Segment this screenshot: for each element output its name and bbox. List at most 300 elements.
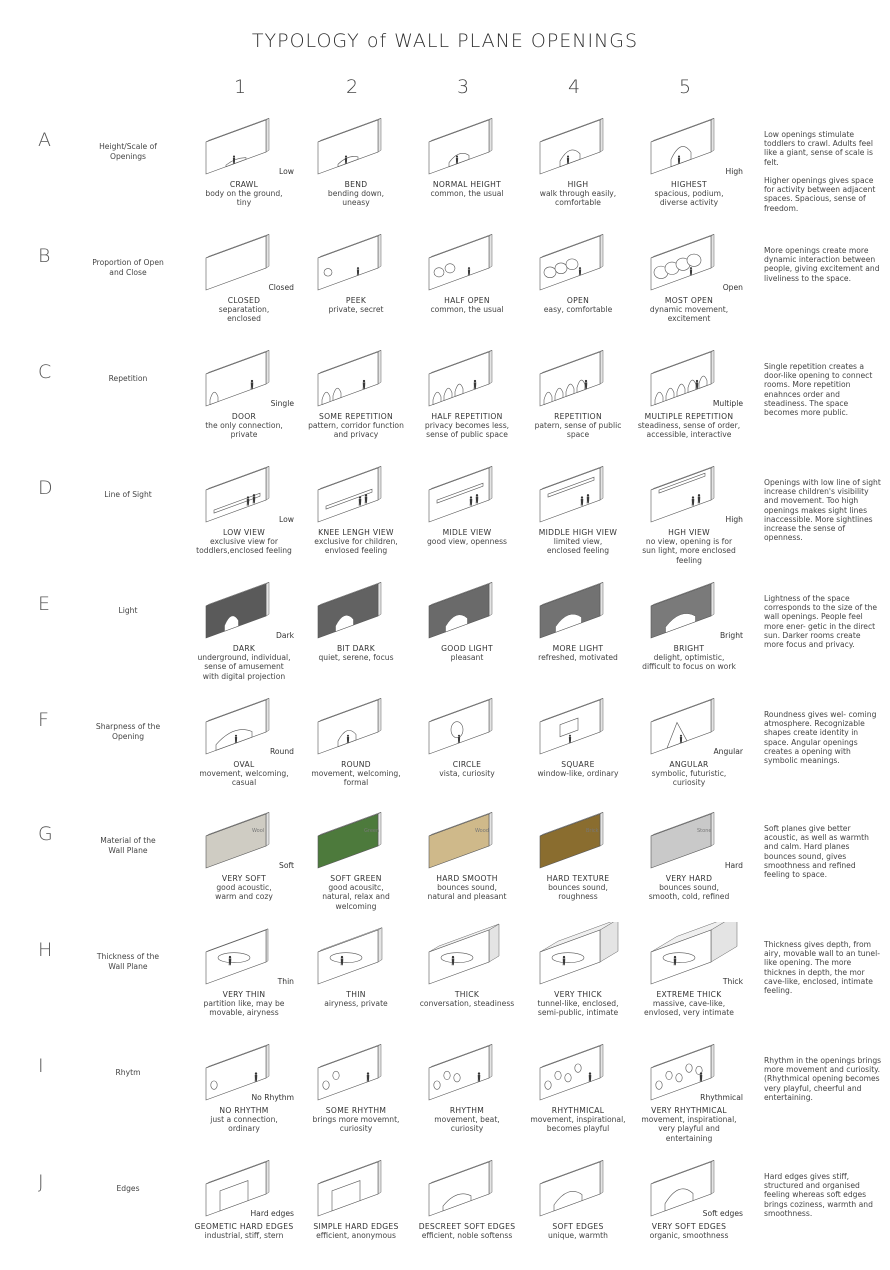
cell-title: BRIGHT: [673, 644, 705, 653]
person-figure: [585, 380, 588, 389]
cell-caption: [631, 644, 747, 672]
wall-plane: [429, 1160, 492, 1216]
cell-description: delight, optimistic, difficult to focus on work: [642, 653, 736, 672]
cell-title: RHYTHMICAL: [551, 1106, 605, 1115]
cell-description: efficient, anonymous: [316, 1231, 396, 1241]
row-letter: F: [38, 709, 49, 731]
row-letter: H: [38, 939, 53, 961]
wall-illustration: [520, 344, 636, 412]
cell-description: good acoustic, warm and cozy: [215, 883, 273, 902]
scale-end-label: Open: [722, 283, 743, 292]
cell-description: steadiness, sense of order, accessible, interactive: [637, 421, 741, 440]
cell-description: pleasant: [450, 653, 484, 663]
wall-plane: [429, 1044, 492, 1100]
row-note: Lightness of the space corresponds to the size of the wall openings. People feel more ener- getic in the direct sun. Darker rooms create more focus and privacy.: [764, 594, 878, 650]
wall-illustration: [298, 922, 414, 990]
scale-end-label: Bright: [719, 631, 743, 640]
row-note: Hard edges gives stiff, structured and organised feeling whereas soft edges brings coziness, warmth and smoothness.: [764, 1172, 873, 1218]
typology-row: [0, 806, 890, 922]
cell-description: good view, openness: [426, 537, 507, 547]
wall-plane: [429, 118, 492, 174]
cell-description: good acousitc, natural, relax and welcoming: [322, 883, 390, 911]
cell-title: SOFT GREEN: [330, 874, 382, 883]
cell-title: OPEN: [566, 296, 590, 305]
typology-cell: [409, 112, 525, 228]
cell-title: GEOMETIC HARD EDGES: [194, 1222, 294, 1231]
person-figure: [468, 267, 470, 275]
wall-illustration: [409, 112, 525, 180]
cell-description: movement, welcoming, casual: [199, 769, 289, 788]
scale-start-label: Dark: [275, 631, 294, 640]
cell-description: vista, curiosity: [439, 769, 495, 779]
person-figure: [674, 956, 677, 965]
typology-row: [0, 576, 890, 692]
wall-plane: [206, 1044, 269, 1100]
cell-title: ANGULAR: [669, 760, 709, 769]
person-figure: [347, 735, 349, 743]
cell-description: no view, opening is for sun light, more enclosed feeling: [642, 537, 736, 565]
cell-caption: [520, 1222, 636, 1240]
typology-cell: [520, 112, 636, 228]
wall-plane: [651, 582, 714, 638]
row-category: Repetition: [108, 374, 148, 383]
scale-end-label: Soft edges: [702, 1209, 743, 1218]
row-letter: D: [38, 477, 53, 499]
wall-illustration: [409, 576, 525, 644]
row-category: Light: [118, 606, 138, 615]
person-figure: [253, 494, 256, 503]
typology-cell: [409, 344, 525, 460]
column-number: 2: [345, 76, 359, 98]
cell-title: SOFT EDGES: [552, 1222, 604, 1231]
cell-title: SOME REPETITION: [319, 412, 393, 421]
cell-description: the only connection, private: [205, 421, 283, 440]
cell-title: HIGH: [567, 180, 589, 189]
cell-caption: [298, 874, 414, 911]
scale-end-label: Thick: [722, 977, 743, 986]
cell-title: BIT DARK: [336, 644, 376, 653]
cell-caption: [631, 412, 747, 440]
cell-caption: [298, 296, 414, 314]
wall-illustration: [409, 922, 525, 990]
row-note: Low openings stimulate toddlers to crawl. Adults feel like a giant, sense of scale is felt. Higher openings gives space for activity between adjacent spaces. Spacious, sense of freedom.: [764, 130, 876, 213]
scale-start-label: Low: [279, 167, 294, 176]
typology-cell: [298, 1038, 414, 1154]
cell-caption: [631, 1106, 747, 1143]
cell-caption: [298, 1106, 414, 1134]
cell-caption: [520, 990, 636, 1018]
cell-caption: [631, 296, 747, 324]
cell-description: easy, comfortable: [543, 305, 613, 315]
typology-cell: [298, 228, 414, 344]
person-figure: [690, 267, 692, 275]
cell-description: movement, inspirational, becomes playful: [530, 1115, 626, 1134]
cell-description: refreshed, motivated: [538, 653, 618, 663]
wall-plane: [651, 1160, 714, 1216]
person-figure: [229, 956, 232, 965]
cell-description: industrial, stiff, stern: [204, 1231, 284, 1241]
cell-title: REPETITION: [554, 412, 602, 421]
cell-description: movement, inspirational, very playful and entertaining: [641, 1115, 737, 1143]
row-letter: C: [38, 361, 52, 383]
cell-caption: [186, 644, 302, 681]
cell-description: exclusive for children, envlosed feeling: [314, 537, 398, 556]
cell-caption: [520, 1106, 636, 1134]
cell-description: bending down, uneasy: [327, 189, 385, 208]
wall-illustration: [298, 344, 414, 412]
typology-cell: [520, 1154, 636, 1270]
cell-caption: [520, 760, 636, 778]
cell-title: CLOSED: [227, 296, 261, 305]
cell-description: private, secret: [328, 305, 384, 315]
cell-caption: [520, 528, 636, 556]
person-figure: [367, 1072, 370, 1081]
cell-title: VERY SOFT EDGES: [651, 1222, 727, 1231]
cell-title: NORMAL HEIGHT: [432, 180, 502, 189]
cell-title: ROUND: [341, 760, 371, 769]
row-letter: G: [38, 823, 53, 845]
scale-start-label: Closed: [268, 283, 294, 292]
cell-title: NO RHYTHM: [219, 1106, 269, 1115]
scale-start-label: Round: [269, 747, 294, 756]
typology-cell: [520, 692, 636, 808]
wall-plane: [206, 234, 269, 290]
person-figure: [235, 735, 237, 743]
cell-description: movement, welcoming, formal: [311, 769, 401, 788]
cell-title: HALF OPEN: [444, 296, 490, 305]
row-note: Single repetition creates a door-like opening to connect rooms. More repetition enahnces order and steadiness. The space becomes more public.: [764, 362, 873, 418]
cell-caption: [631, 1222, 747, 1240]
typology-cell: [409, 1154, 525, 1270]
typology-cell: [409, 692, 525, 808]
cell-caption: [298, 990, 414, 1008]
wall-plane: [206, 812, 269, 868]
row-note: Rhythm in the openings brings more movement and curiosity. (Rhythmical opening becomes very playful, cheerful and entertaining.: [764, 1056, 882, 1102]
cell-title: KNEE LENGH VIEW: [318, 528, 394, 537]
wall-illustration: [520, 460, 636, 528]
cell-description: walk through easily, comfortable: [539, 189, 617, 208]
wall-illustration: [409, 460, 525, 528]
row-category: Proportion of Open and Close: [92, 258, 164, 277]
wall-illustration: [409, 806, 525, 874]
typology-cell: [298, 460, 414, 576]
cell-caption: [409, 760, 525, 778]
wall-illustration: [409, 1154, 525, 1222]
wall-plane: [318, 1044, 381, 1100]
cell-title: BEND: [344, 180, 368, 189]
row-note: Soft planes give better acoustic, as well as warmth and calm. Hard planes bounces sound, gives smoothness and refined feeling to space.: [764, 824, 869, 880]
cell-title: EXTREME THICK: [656, 990, 722, 999]
row-category: Thickness of the Wall Plane: [96, 952, 160, 971]
cell-description: pattern, corridor function and privacy: [308, 421, 404, 440]
typology-cell: [298, 692, 414, 808]
wall-plane: [318, 812, 381, 868]
wall-plane: [429, 812, 492, 868]
scale-start-label: Hard edges: [250, 1209, 294, 1218]
cell-caption: [409, 1222, 525, 1240]
scale-end-label: Rhythmical: [700, 1093, 743, 1102]
typology-cell: [298, 1154, 414, 1270]
scale-end-label: Angular: [713, 747, 743, 756]
person-figure: [341, 956, 344, 965]
cell-caption: [409, 990, 525, 1008]
row-category: Edges: [116, 1184, 140, 1193]
cell-title: DOOR: [231, 412, 257, 421]
person-figure: [247, 496, 250, 505]
typology-cell: [409, 1038, 525, 1154]
cell-caption: [520, 412, 636, 440]
cell-title: VERY THICK: [554, 990, 602, 999]
typology-cell: [409, 228, 525, 344]
cell-caption: [409, 644, 525, 662]
cell-description: bounces sound, smooth, cold, refined: [648, 883, 730, 902]
cell-description: common, the usual: [430, 189, 504, 199]
row-note: More openings create more dynamic interaction between people, giving excitement and liveliness to the space.: [764, 246, 880, 283]
wall-illustration: [298, 1038, 414, 1106]
wall-illustration: [298, 576, 414, 644]
wall-illustration: [298, 460, 414, 528]
typology-row: [0, 692, 890, 808]
cell-title: VERY HARD: [665, 874, 713, 883]
person-figure: [233, 155, 235, 163]
row-category: Sharpness of the Opening: [95, 722, 161, 741]
cell-title: GOOD LIGHT: [441, 644, 493, 653]
wall-illustration: [520, 112, 636, 180]
cell-description: efficient, noble softenss: [421, 1231, 513, 1241]
wall-illustration: [520, 1038, 636, 1106]
person-figure: [365, 494, 368, 503]
cell-description: patern, sense of public space: [534, 421, 622, 440]
cell-caption: [298, 528, 414, 556]
cell-caption: [186, 528, 302, 556]
row-letter: I: [38, 1055, 44, 1077]
cell-description: spacious, podium, diverse activity: [654, 189, 724, 208]
person-figure: [569, 735, 571, 743]
wall-plane: [651, 118, 714, 174]
typology-cell: [520, 460, 636, 576]
cell-caption: [520, 874, 636, 902]
wall-illustration: [520, 228, 636, 296]
wall-illustration: [520, 922, 636, 990]
person-figure: [579, 267, 581, 275]
cell-caption: [186, 296, 302, 324]
cell-caption: [186, 760, 302, 788]
scale-end-label: High: [725, 167, 743, 176]
material-label: Green: [364, 828, 380, 834]
cell-title: SIMPLE HARD EDGES: [313, 1222, 399, 1231]
wall-plane: [318, 698, 381, 754]
row-category: Line of Sight: [104, 490, 152, 499]
material-label: Wood: [475, 828, 489, 834]
wall-illustration: [409, 344, 525, 412]
wall-plane: [651, 698, 714, 754]
wall-plane: [540, 118, 603, 174]
row-letter: A: [38, 129, 51, 151]
wall-plane: [651, 922, 737, 984]
cell-description: tunnel-like, enclosed, semi-public, intimate: [537, 999, 619, 1018]
wall-illustration: [298, 692, 414, 760]
row-note: Thickness gives depth, from airy, movable wall to an tunel-like opening. The more thicknes in depth, the mor cave-like, enclosed, intimate feeling.: [764, 940, 880, 996]
wall-plane: [651, 812, 714, 868]
cell-description: brings more movemnt, curiosity: [312, 1115, 400, 1134]
cell-description: dynamic movement, excitement: [649, 305, 729, 324]
cell-title: THIN: [346, 990, 366, 999]
wall-plane: [540, 1044, 603, 1100]
cell-title: OVAL: [233, 760, 255, 769]
cell-description: limited view, enclosed feeling: [546, 537, 610, 556]
typology-cell: [520, 228, 636, 344]
cell-caption: [186, 180, 302, 208]
cell-description: movement, beat, curiosity: [434, 1115, 500, 1134]
scale-end-label: Multiple: [712, 399, 743, 408]
cell-title: MULTIPLE REPETITION: [644, 412, 734, 421]
typology-cell: [409, 922, 525, 1038]
cell-title: LOW VIEW: [223, 528, 265, 537]
typology-cell: [409, 806, 525, 922]
typology-row: [0, 460, 890, 576]
cell-caption: [409, 296, 525, 314]
wall-plane: [540, 1160, 603, 1216]
cell-caption: [186, 874, 302, 902]
column-number: 1: [233, 76, 247, 98]
wall-plane: [318, 234, 381, 290]
cell-description: privacy becomes less, sense of public space: [424, 421, 510, 440]
cell-caption: [298, 644, 414, 662]
wall-illustration: [409, 228, 525, 296]
cell-description: just a connection, ordinary: [210, 1115, 278, 1134]
cell-caption: [631, 874, 747, 902]
person-figure: [589, 1072, 592, 1081]
wall-illustration: [298, 228, 414, 296]
row-category: Rhytm: [115, 1068, 141, 1077]
cell-caption: [409, 412, 525, 440]
person-figure: [587, 494, 590, 503]
wall-illustration: [298, 1154, 414, 1222]
typology-row: [0, 344, 890, 460]
person-figure: [476, 494, 479, 503]
cell-title: CRAWL: [229, 180, 259, 189]
cell-description: bounces sound, roughness: [548, 883, 608, 902]
cell-description: body on the ground, tiny: [205, 189, 283, 208]
cell-caption: [409, 1106, 525, 1134]
wall-plane: [318, 582, 381, 638]
row-letter: E: [38, 593, 51, 615]
column-number: 5: [678, 76, 692, 98]
cell-caption: [298, 180, 414, 208]
typology-cell: [298, 922, 414, 1038]
cell-description: separatation, enclosed: [218, 305, 270, 324]
scale-start-label: Soft: [279, 861, 294, 870]
cell-title: VERY THIN: [222, 990, 266, 999]
material-label: Stone: [697, 828, 712, 834]
column-number: 4: [567, 76, 581, 98]
person-figure: [255, 1072, 258, 1081]
cell-caption: [520, 180, 636, 208]
person-figure: [452, 956, 455, 965]
cell-caption: [298, 760, 414, 788]
wall-plane: [651, 1044, 714, 1100]
material-label: Brick: [586, 828, 599, 834]
cell-caption: [409, 874, 525, 902]
cell-title: HARD TEXTURE: [546, 874, 610, 883]
cell-description: exclusive view for toddlers,enclosed feeling: [196, 537, 292, 556]
wall-plane: [206, 698, 269, 754]
typology-row: [0, 112, 890, 228]
cell-caption: [186, 1222, 302, 1240]
person-figure: [680, 735, 682, 743]
person-figure: [700, 1072, 703, 1081]
cell-title: PEEK: [345, 296, 367, 305]
typology-cell: [520, 576, 636, 692]
person-figure: [359, 496, 362, 505]
typology-cell: [298, 576, 414, 692]
scale-start-label: No Rhythm: [251, 1093, 294, 1102]
row-letter: B: [38, 245, 51, 267]
person-figure: [696, 380, 699, 389]
person-figure: [692, 496, 695, 505]
wall-plane: [540, 922, 618, 984]
cell-title: HIGHEST: [671, 180, 707, 189]
cell-description: unique, warmth: [548, 1231, 608, 1241]
row-note: Openings with low line of sight increase children's visibility and movement. Too high openings makes sight lines inaccessible. More sightlines increase the sense of openness.: [764, 478, 881, 543]
cell-title: SQUARE: [561, 760, 595, 769]
cell-description: massive, cave-like, envlosed, very intimate: [644, 999, 734, 1018]
wall-illustration: [298, 806, 414, 874]
typology-cell: [520, 344, 636, 460]
typology-cell: [298, 112, 414, 228]
person-figure: [458, 735, 460, 743]
wall-plane: [429, 234, 492, 290]
cell-title: VERY RHYTHMICAL: [651, 1106, 727, 1115]
typology-cell: [520, 806, 636, 922]
cell-caption: [409, 528, 525, 546]
cell-caption: [409, 180, 525, 198]
typology-cell: [298, 806, 414, 922]
typology-row: [0, 922, 890, 1038]
person-figure: [345, 155, 347, 163]
column-number: 3: [456, 76, 470, 98]
person-figure: [357, 267, 359, 275]
typology-cell: [409, 460, 525, 576]
cell-description: common, the usual: [430, 305, 504, 315]
cell-caption: [298, 412, 414, 440]
wall-illustration: [409, 692, 525, 760]
cell-title: MIDLE VIEW: [442, 528, 492, 537]
typology-cell: [298, 344, 414, 460]
wall-illustration: [520, 806, 636, 874]
cell-description: organic, smoothness: [649, 1231, 729, 1241]
cell-caption: [186, 1106, 302, 1134]
row-letter: J: [38, 1171, 44, 1193]
cell-title: HALF REPETITION: [431, 412, 503, 421]
person-figure: [698, 494, 701, 503]
typology-row: [0, 1038, 890, 1154]
scale-end-label: High: [725, 515, 743, 524]
cell-title: HARD SMOOTH: [436, 874, 498, 883]
person-figure: [251, 380, 254, 389]
person-figure: [678, 155, 680, 163]
cell-description: underground, individual, sense of amusement with digital projection: [197, 653, 291, 681]
cell-caption: [520, 644, 636, 662]
person-figure: [563, 956, 566, 965]
cell-description: partition like, may be movable, airyness: [203, 999, 285, 1018]
cell-caption: [631, 180, 747, 208]
typology-cell: [520, 922, 636, 1038]
wall-illustration: [409, 1038, 525, 1106]
wall-plane: [429, 582, 492, 638]
typology-cell: [520, 1038, 636, 1154]
row-note: Roundness gives wel- coming atmosphere. Recognizable shapes create identity in space. Angular openings creates a opening with symbolic meanings.: [764, 710, 877, 766]
